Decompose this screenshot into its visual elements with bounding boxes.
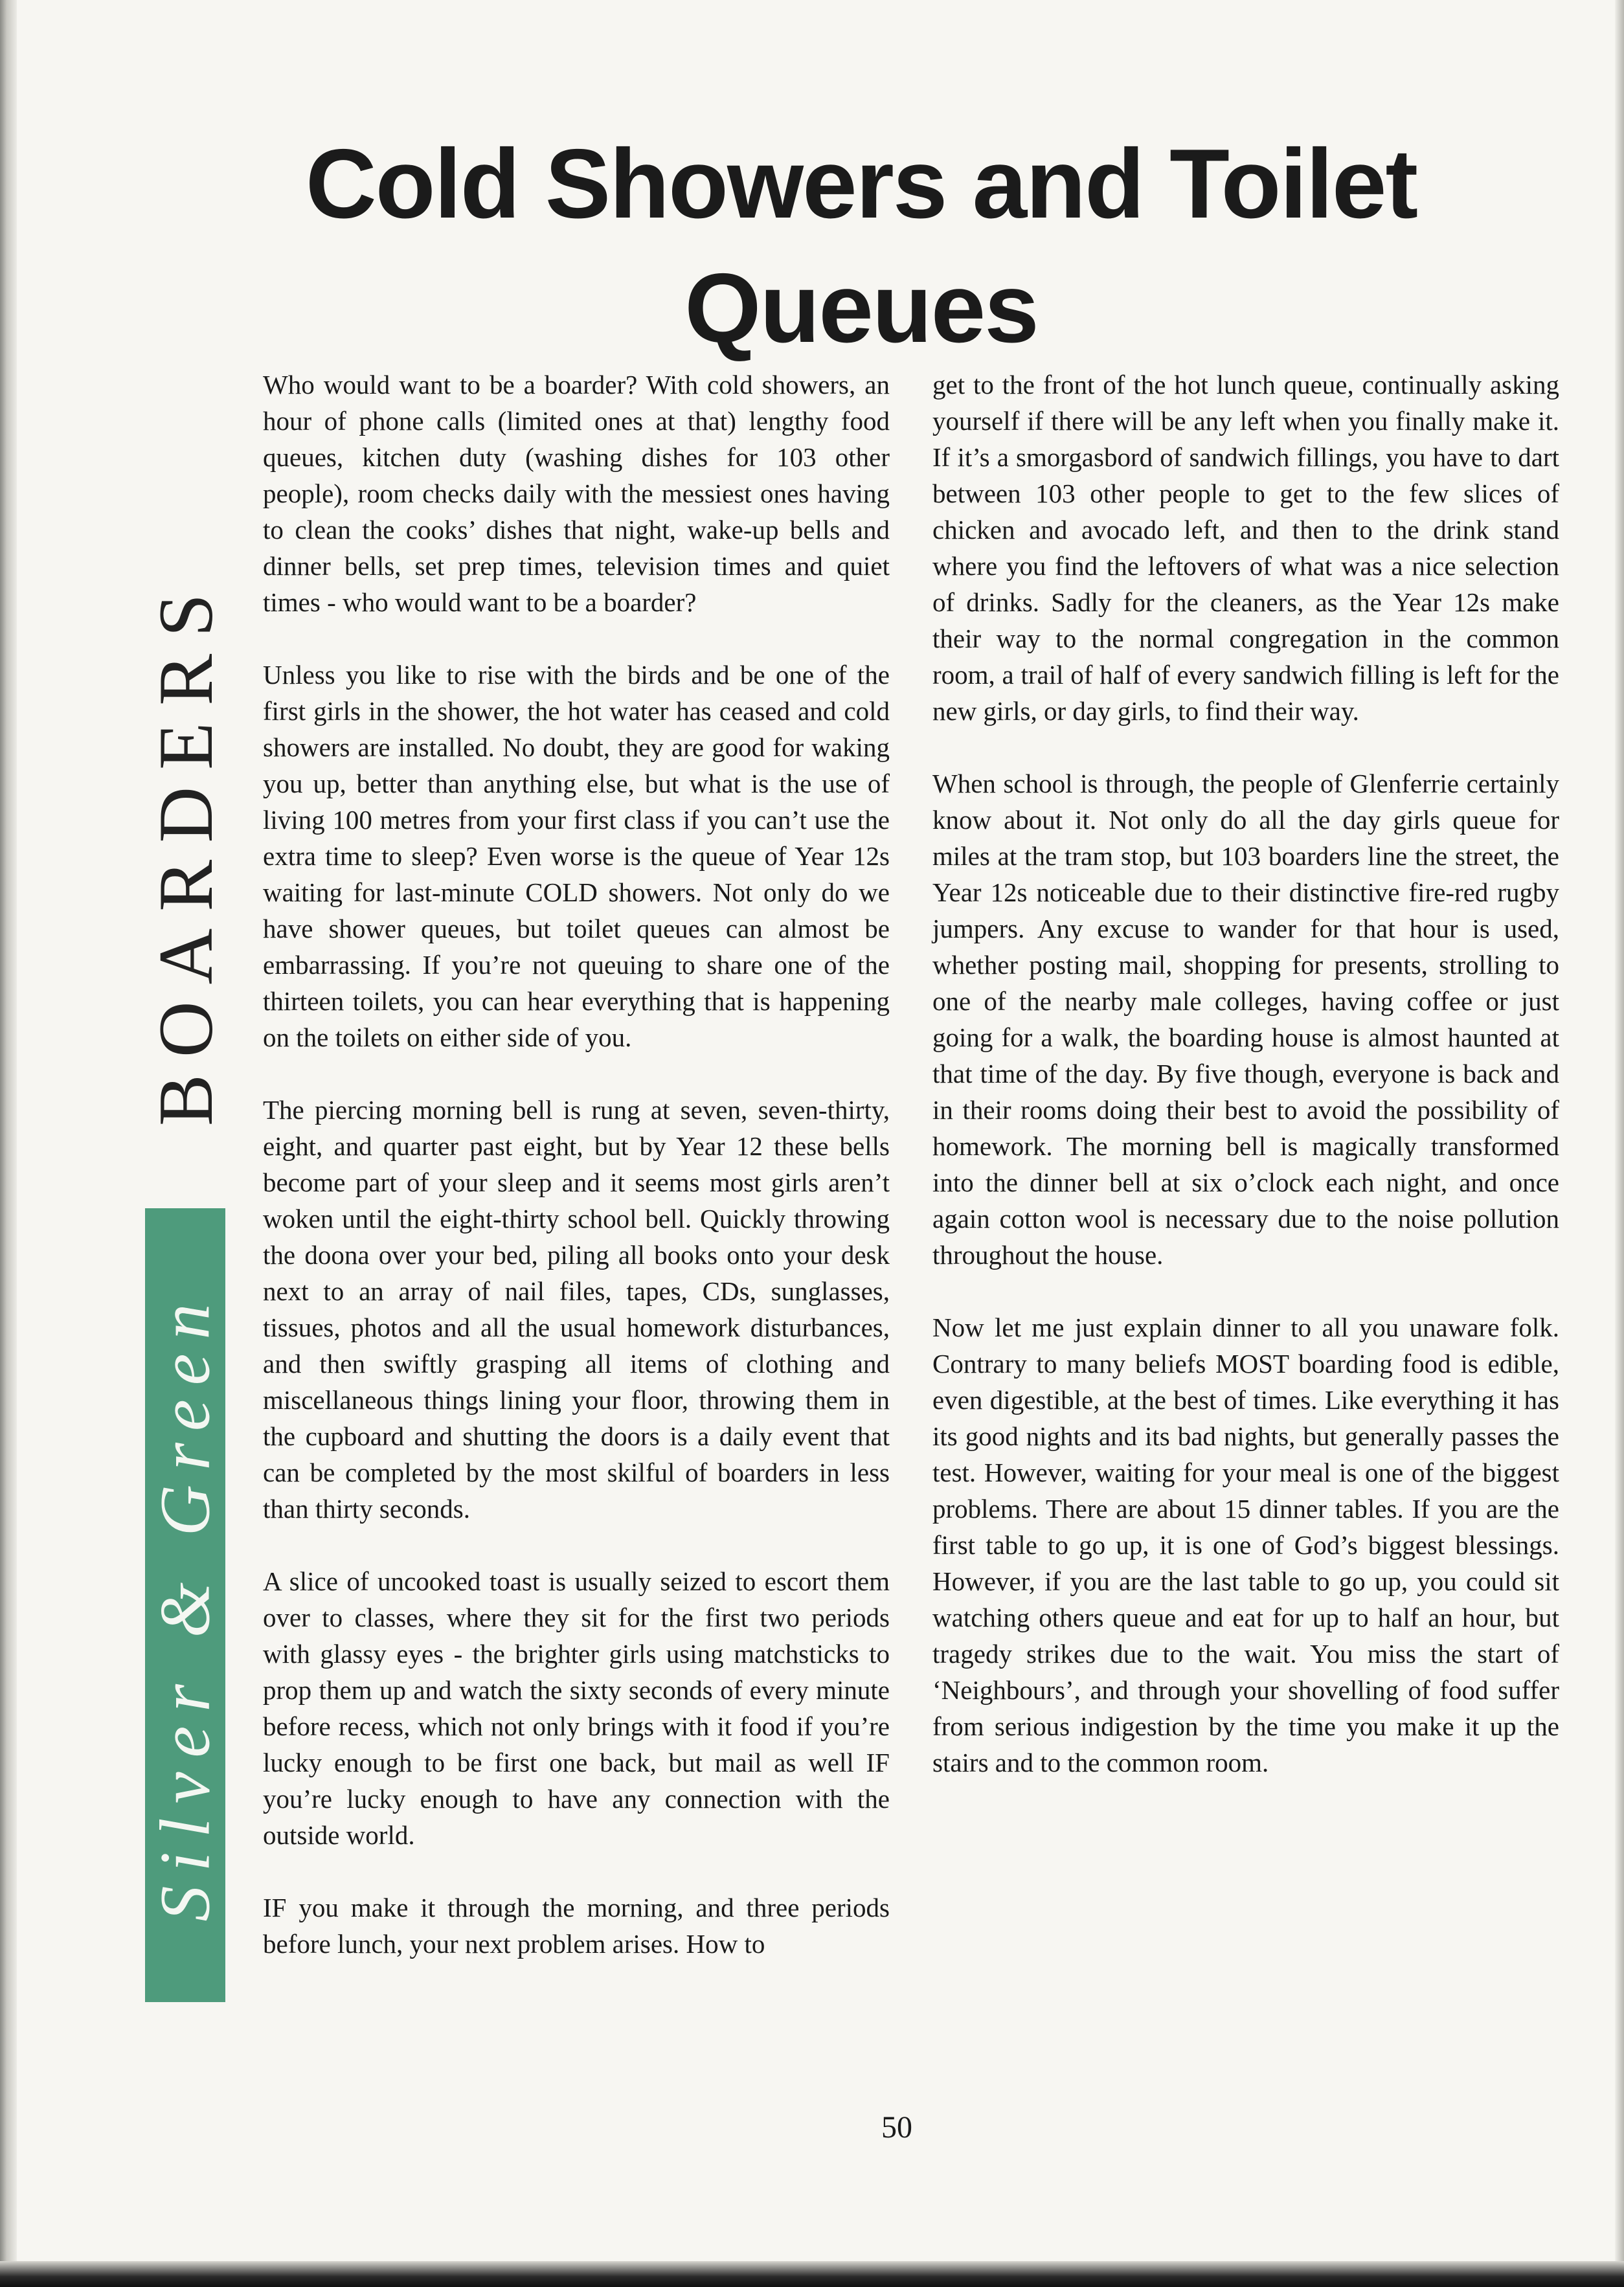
paragraph: When school is through, the people of Glenferrie certainly know about it. Not only do all the day girls queue for miles at the tram stop, but 103 boarders line the street, the Year 12s noticeable due to their distinctive fire-red rugby jumpers. Any excuse to wander for that hour is used, whether posting mail, shopping for presents, strolling to one of the nearby male colleges, having coffee or just going for a walk, the boarding house is almost haunted at that time of the day. By five though, everyone is back and in their rooms doing their best to avoid the possibility of homework. The morning bell is magically transformed into the dinner bell at six o’clock each night, and once again cotton wool is necessary due to the noise pollution throughout the house. (932, 769, 1559, 1270)
paragraph: Now let me just explain dinner to all you unaware folk. Contrary to many beliefs MOST boarding food is edible, even digestible, at the best of times. Like everything it has its good nights and its bad nights, but generally passes the test. However, waiting for your meal is one of the biggest problems. There are about 15 dinner tables. If you are the first table to go up, it is one of God’s biggest blessings. However, if you are the last table to go up, you could sit watching others queue and eat for up to half an hour, but tragedy strikes due to the wait. You miss the start of ‘Neighbours’, and through your shovelling of food suffer from serious indigestion by the time you make it up the stairs and to the common room. (932, 1312, 1559, 1777)
page-number: 50 (881, 2110, 912, 2145)
publication-band (145, 1208, 225, 2002)
section-label-text: BOARDERS (142, 576, 229, 1127)
article-column-right (932, 366, 1559, 1817)
paragraph: A slice of uncooked toast is usually seized to escort them over to classes, where they sit for the first two periods with glassy eyes - the brighter girls using matchsticks to prop them up and watch the sixty seconds of every minute before recess, which not only brings with it food if you’re lucky enough to be first one back, but mail as well IF you’re lucky enough to have any connection with the outside world. (263, 1566, 890, 1850)
page-right-edge (1615, 0, 1624, 2287)
paragraph: get to the front of the hot lunch queue, continually asking yourself if there will be any left when you finally make it. If it’s a smorgasbord of sandwich fillings, you have to dart between 103 other people to get to the few slices of chicken and avocado left, and then to the drink stand where you find the leftovers of what was a nice selection of drinks. Sadly for the cleaners, as the Year 12s make their way to the normal congregation in the common room, a trail of half of every sandwich filling is left for the new girls, or day girls, to find their way. (932, 370, 1559, 726)
section-label-vertical (144, 544, 228, 1159)
publication-label-text: Silver & Green (145, 1289, 225, 1921)
page-bottom-edge (0, 2261, 1624, 2287)
article-title: Cold Showers and Toilet Queues (305, 129, 1417, 363)
paragraph: Unless you like to rise with the birds and be one of the first girls in the shower, the hot water has ceased and cold showers are installed. No doubt, they are good for waking you up, better than anything else, but what is the use of living 100 metres from your first class if you can’t use the extra time to sleep? Even worse is the queue of Year 12s waiting for last-minute COLD showers. Not only do we have shower queues, but toilet queues can almost be embarrassing. If you’re not queuing to share one of the thirteen toilets, you can hear everything that is happening on the toilets on either side of you. (263, 660, 890, 1052)
paragraph: IF you make it through the morning, and three periods before lunch, your next problem arises. How to (263, 1893, 890, 1959)
paragraph: The piercing morning bell is rung at seven, seven-thirty, eight, and quarter past eight, but by Year 12 these bells become part of your sleep and it seems most girls aren’t woken until the eight-thirty school bell. Quickly throwing the doona over your bed, piling all books onto your desk next to an array of nail files, tapes, CDs, sunglasses, tissues, photos and all the usual homework disturbances, and then swiftly grasping all items of clothing and miscellaneous things lining your floor, throwing them in the cupboard and shutting the doors is a daily event that can be completed by the most skilful of boarders in less than thirty seconds. (263, 1095, 890, 1524)
article-column-left (263, 366, 890, 1998)
paragraph: Who would want to be a boarder? With cold showers, an hour of phone calls (limited ones at that) lengthy food queues, kitchen duty (washing dishes for 103 other people), room checks daily with the messiest ones having to clean the cooks’ dishes that night, wake-up bells and dinner bells, set prep times, television times and quiet times - who would want to be a boarder? (263, 370, 890, 617)
page-binding-edge (0, 0, 17, 2287)
